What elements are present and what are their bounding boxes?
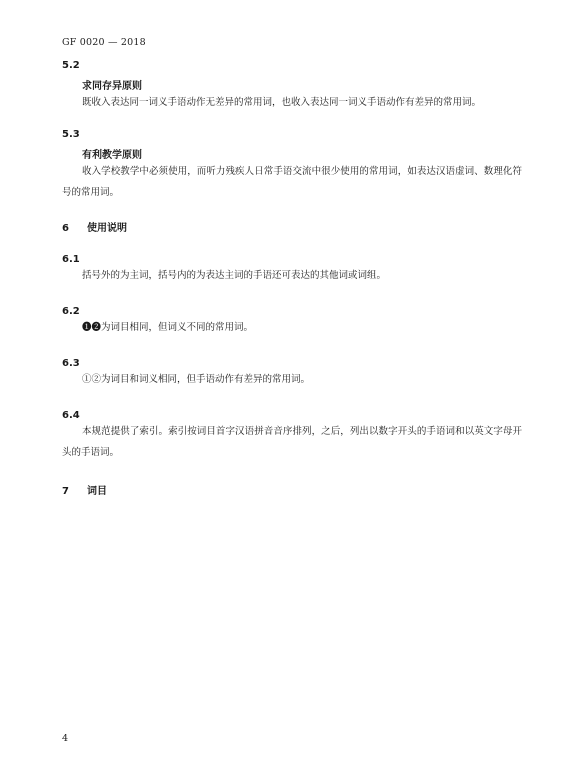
page-number: 4 <box>62 733 69 744</box>
clause-6-4 <box>62 410 522 473</box>
clause-text: 本规范提供了索引。索引按词目首字汉语拼音音序排列，之后，列出以数字开头的手语词和以英文字母开头的手语词。 <box>62 426 522 458</box>
clause-5-3 <box>62 129 522 213</box>
clause-6-2 <box>62 306 522 348</box>
clause-number: 5.2 <box>62 60 80 71</box>
section-number: 6 <box>62 223 69 234</box>
clause-number: 6.4 <box>62 410 80 421</box>
clause-title: 有利教学原则 <box>82 150 142 161</box>
clause-number: 6.1 <box>62 254 80 265</box>
section-title: 词目 <box>86 486 107 497</box>
clause-5-2 <box>62 60 522 123</box>
section-7 <box>62 482 107 497</box>
clause-text: 既收入表达同一词义手语动作无差异的常用词，也收入表达同一词义手语动作有差异的常用词。 <box>82 97 482 108</box>
section-6 <box>62 219 127 234</box>
clause-6-1 <box>62 254 522 296</box>
clause-title: 求同存异原则 <box>82 81 142 92</box>
clause-number: 6.2 <box>62 306 80 317</box>
clause-text: ❶❷为词目相同，但词义不同的常用词。 <box>82 322 254 333</box>
section-number: 7 <box>62 486 69 497</box>
clause-text: 收入学校教学中必须使用，而听力残疾人日常手语交流中很少使用的常用词，如表达汉语虚词、数理化符号的常用词。 <box>62 166 522 198</box>
section-title: 使用说明 <box>86 223 127 234</box>
clause-text: ①②为词目和词义相同，但手语动作有差异的常用词。 <box>82 374 311 385</box>
document-code-header: GF 0020 — 2018 <box>62 37 146 48</box>
clause-number: 5.3 <box>62 129 80 140</box>
clause-text: 括号外的为主词，括号内的为表达主词的手语还可表达的其他词或词组。 <box>82 270 387 281</box>
clause-number: 6.3 <box>62 358 80 369</box>
clause-6-3 <box>62 358 522 400</box>
